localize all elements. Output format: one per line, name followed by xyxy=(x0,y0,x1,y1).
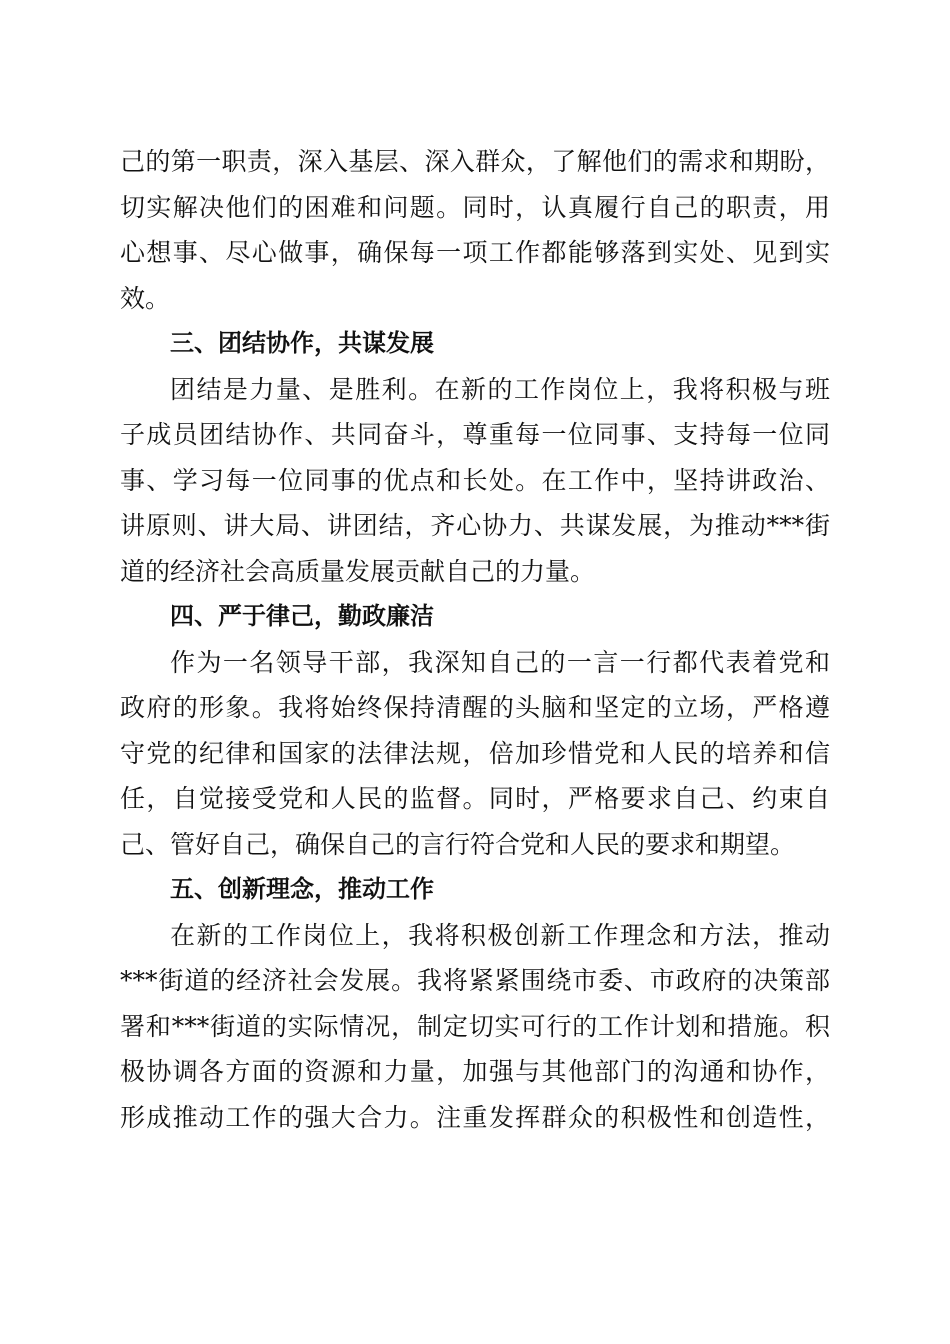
text-line: 守党的纪律和国家的法律法规，倍加珍惜党和人民的培养和信 xyxy=(120,738,830,768)
text-line: 在新的工作岗位上，我将积极创新工作理念和方法，推动 xyxy=(170,920,830,950)
text-line: ***街道的经济社会发展。我将紧紧围绕市委、市政府的决策部 xyxy=(120,966,830,995)
text-line: 己的第一职责，深入基层、深入群众，了解他们的需求和期盼， xyxy=(120,147,830,176)
text-line: 任，自觉接受党和人民的监督。同时，严格要求自己、约束自 xyxy=(120,784,830,813)
text-line: 切实解决他们的困难和问题。同时，认真履行自己的职责，用 xyxy=(120,192,830,222)
section-3-paragraph xyxy=(120,367,830,595)
text-line: 心想事、尽心做事，确保每一项工作都能够落到实处、见到实 xyxy=(120,238,830,267)
section-heading-4: 四、严于律己，勤政廉洁 xyxy=(170,602,434,630)
text-line: 讲原则、讲大局、讲团结，齐心协力、共谋发展，为推动***街 xyxy=(120,511,830,540)
text-line: 形成推动工作的强大合力。注重发挥群众的积极性和创造性， xyxy=(120,1102,830,1132)
paragraph-continued xyxy=(120,139,830,321)
text-line: 道的经济社会高质量发展贡献自己的力量。 xyxy=(120,556,596,586)
text-line: 政府的形象。我将始终保持清醒的头脑和坚定的立场，严格遵 xyxy=(120,693,830,722)
section-heading-3: 三、团结协作，共谋发展 xyxy=(170,329,434,357)
section-5-paragraph xyxy=(120,913,830,1141)
text-line: 极协调各方面的资源和力量，加强与其他部门的沟通和协作， xyxy=(120,1057,830,1086)
text-line: 团结是力量、是胜利。在新的工作岗位上，我将积极与班 xyxy=(170,374,830,404)
text-line: 作为一名领导干部，我深知自己的一言一行都代表着党和 xyxy=(170,647,830,677)
text-line: 事、学习每一位同事的优点和长处。在工作中，坚持讲政治、 xyxy=(120,465,830,495)
text-line: 己、管好自己，确保自己的言行符合党和人民的要求和期望。 xyxy=(120,829,796,859)
text-line: 效。 xyxy=(120,283,171,313)
section-4-paragraph xyxy=(120,640,830,868)
text-line: 署和***街道的实际情况，制定切实可行的工作计划和措施。积 xyxy=(120,1011,830,1041)
document-body xyxy=(120,139,830,1140)
section-heading-5: 五、创新理念，推动工作 xyxy=(170,875,434,903)
text-line: 子成员团结协作、共同奋斗，尊重每一位同事、支持每一位同 xyxy=(120,420,830,449)
